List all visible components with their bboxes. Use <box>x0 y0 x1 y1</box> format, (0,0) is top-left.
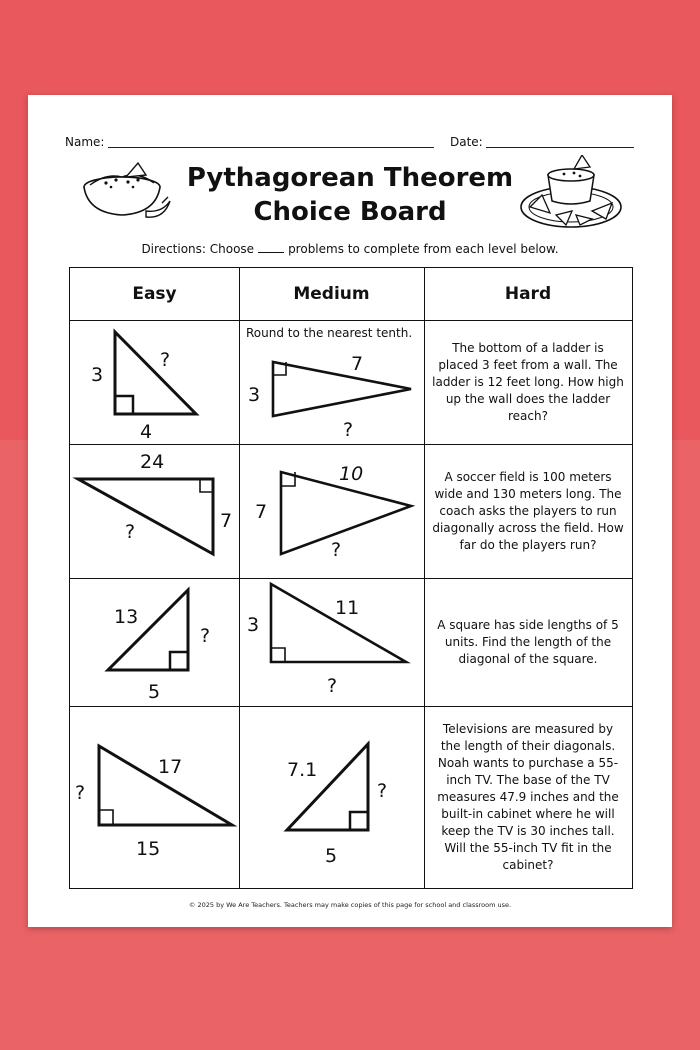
directions-text-after: problems to complete from each level below. <box>288 242 559 256</box>
side-label: ? <box>327 675 338 697</box>
hard-problem-2[interactable] <box>424 444 632 578</box>
medium-problem-1[interactable] <box>239 320 424 444</box>
word-problem-text: The bottom of a ladder is placed 3 feet from a wall. The ladder is 12 feet long. How high up the wall does the ladder reach? <box>432 340 624 423</box>
hard-problem-4[interactable] <box>424 706 632 888</box>
easy-problem-2[interactable] <box>70 444 239 578</box>
word-problem-text: A square has side lengths of 5 units. Find the length of the diagonal of the square. <box>437 617 619 666</box>
choice-board-grid <box>69 267 633 889</box>
page-title <box>28 161 672 229</box>
column-header-medium: Medium <box>293 284 370 304</box>
easy-problem-4[interactable] <box>70 706 239 888</box>
side-label: 24 <box>140 451 165 473</box>
side-label: ? <box>125 521 136 543</box>
medium-problem-2[interactable] <box>239 444 424 578</box>
side-label: 10 <box>339 463 364 485</box>
side-label: 7 <box>351 353 364 375</box>
medium-problem-4[interactable] <box>239 706 424 888</box>
date-line[interactable] <box>486 147 634 148</box>
triangle-diagram <box>70 706 239 888</box>
triangle-shape <box>115 332 196 414</box>
name-label: Name: <box>65 135 105 149</box>
side-label: 7.1 <box>287 759 318 781</box>
triangle-diagram <box>239 320 424 444</box>
easy-problem-3[interactable] <box>70 578 239 706</box>
right-angle-mark <box>170 652 188 670</box>
triangle-diagram <box>70 444 239 578</box>
date-label: Date: <box>450 135 483 149</box>
hard-problem-1[interactable] <box>424 320 632 444</box>
side-label: ? <box>200 625 211 647</box>
triangle-shape <box>271 584 406 662</box>
column-header-easy: Easy <box>132 284 177 304</box>
side-label: ? <box>331 539 342 561</box>
triangle-diagram <box>239 444 424 578</box>
directions <box>28 242 672 256</box>
right-angle-mark <box>115 396 133 414</box>
side-label: 4 <box>140 421 153 443</box>
directions-text-before: Directions: Choose <box>141 242 255 256</box>
right-angle-mark <box>350 812 368 830</box>
word-problem-text: Televisions are measured by the length of their diagonals. Noah wants to purchase a 55-inch TV. The base of the TV measures 47.9 inches and the built-in cabinet where he will keep the TV is 30 inches tall. Will the 55-inch TV fit in the cabinet? <box>437 721 619 872</box>
hard-problem-3[interactable] <box>424 578 632 706</box>
name-line[interactable] <box>108 147 434 148</box>
triangle-shape <box>108 590 188 670</box>
side-label: 13 <box>114 606 139 628</box>
right-angle-mark <box>200 479 213 492</box>
side-label: 3 <box>247 614 260 636</box>
title-line-1: Pythagorean Theorem <box>186 163 514 193</box>
triangle-shape <box>78 479 213 554</box>
side-label: 15 <box>136 838 161 860</box>
side-label: ? <box>160 349 171 371</box>
copyright-footer: © 2025 by We Are Teachers. Teachers may make copies of this page for school and classroom use. <box>188 901 512 909</box>
triangle-shape <box>287 744 368 830</box>
side-label: 3 <box>91 364 104 386</box>
side-label: 3 <box>248 384 261 406</box>
triangle-diagram <box>239 578 424 706</box>
column-header-hard: Hard <box>504 284 552 304</box>
easy-problem-1[interactable] <box>70 320 239 444</box>
triangle-shape <box>273 362 411 416</box>
side-label: 11 <box>335 597 360 619</box>
side-label: ? <box>343 419 354 441</box>
directions-blank[interactable] <box>258 242 284 253</box>
title-line-2: Choice Board <box>253 197 447 227</box>
side-label: ? <box>377 780 388 802</box>
side-label: 7 <box>255 501 268 523</box>
right-angle-mark <box>271 648 285 662</box>
word-problem-text: A soccer field is 100 meters wide and 130 meters long. The coach asks the players to run diagonally across the field. How far do the players run? <box>432 469 624 552</box>
right-angle-mark <box>99 810 113 825</box>
side-label: 5 <box>148 681 161 703</box>
side-label: 7 <box>220 510 233 532</box>
side-label: ? <box>75 782 86 804</box>
triangle-diagram <box>70 578 239 706</box>
medium-problem-3[interactable] <box>239 578 424 706</box>
medium-rounding-note: Round to the nearest tenth. <box>246 326 413 340</box>
worksheet-page <box>28 95 672 927</box>
triangle-diagram <box>70 320 239 444</box>
side-label: 17 <box>158 756 183 778</box>
side-label: 5 <box>325 845 338 867</box>
triangle-diagram <box>239 706 424 888</box>
